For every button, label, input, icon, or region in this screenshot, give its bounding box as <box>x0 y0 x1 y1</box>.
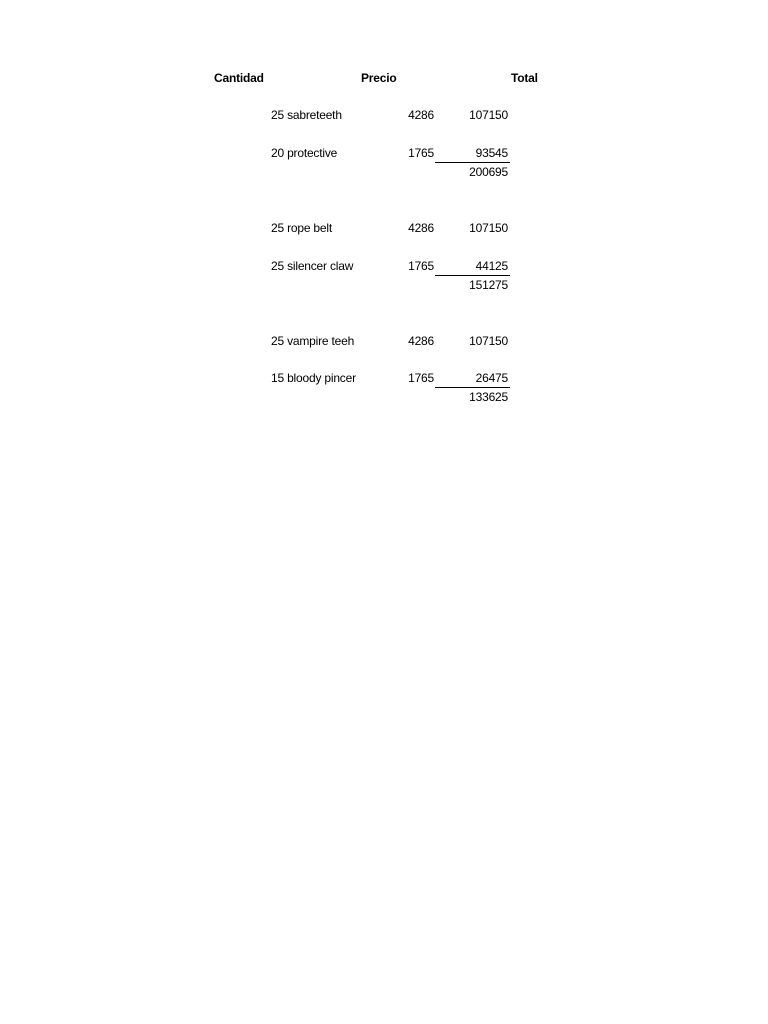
item-cell: 25 vampire teeh <box>271 334 355 348</box>
price-cell: 1765 <box>408 371 434 385</box>
sum-underline <box>435 147 510 163</box>
header-precio: Precio <box>361 71 397 85</box>
sum-underline <box>435 372 510 388</box>
total-cell: 44125 <box>475 259 508 273</box>
item-cell: 15 bloody pincer <box>271 371 356 385</box>
table-row <box>0 334 768 352</box>
total-cell: 26475 <box>475 371 508 385</box>
price-cell: 4286 <box>408 108 434 122</box>
sum-underline <box>435 260 510 276</box>
subtotal-cell: 133625 <box>469 390 508 404</box>
header-total: Total <box>511 71 538 85</box>
total-cell: 107150 <box>469 108 508 122</box>
total-cell: 107150 <box>469 221 508 235</box>
price-cell: 1765 <box>408 259 434 273</box>
table-row <box>0 146 768 164</box>
price-cell: 1765 <box>408 146 434 160</box>
total-cell: 107150 <box>469 334 508 348</box>
subtotal-cell: 200695 <box>469 165 508 179</box>
total-cell: 93545 <box>475 146 508 160</box>
table-row <box>0 371 768 389</box>
price-cell: 4286 <box>408 334 434 348</box>
header-cantidad: Cantidad <box>214 71 264 85</box>
table-row <box>0 259 768 277</box>
item-cell: 20 protective <box>271 146 338 160</box>
table-row <box>0 221 768 239</box>
table-row <box>0 108 768 126</box>
item-cell: 25 sabreteeth <box>271 108 342 122</box>
item-cell: 25 rope belt <box>271 221 332 235</box>
subtotal-cell: 151275 <box>469 278 508 292</box>
price-cell: 4286 <box>408 221 434 235</box>
item-cell: 25 silencer claw <box>271 259 354 273</box>
